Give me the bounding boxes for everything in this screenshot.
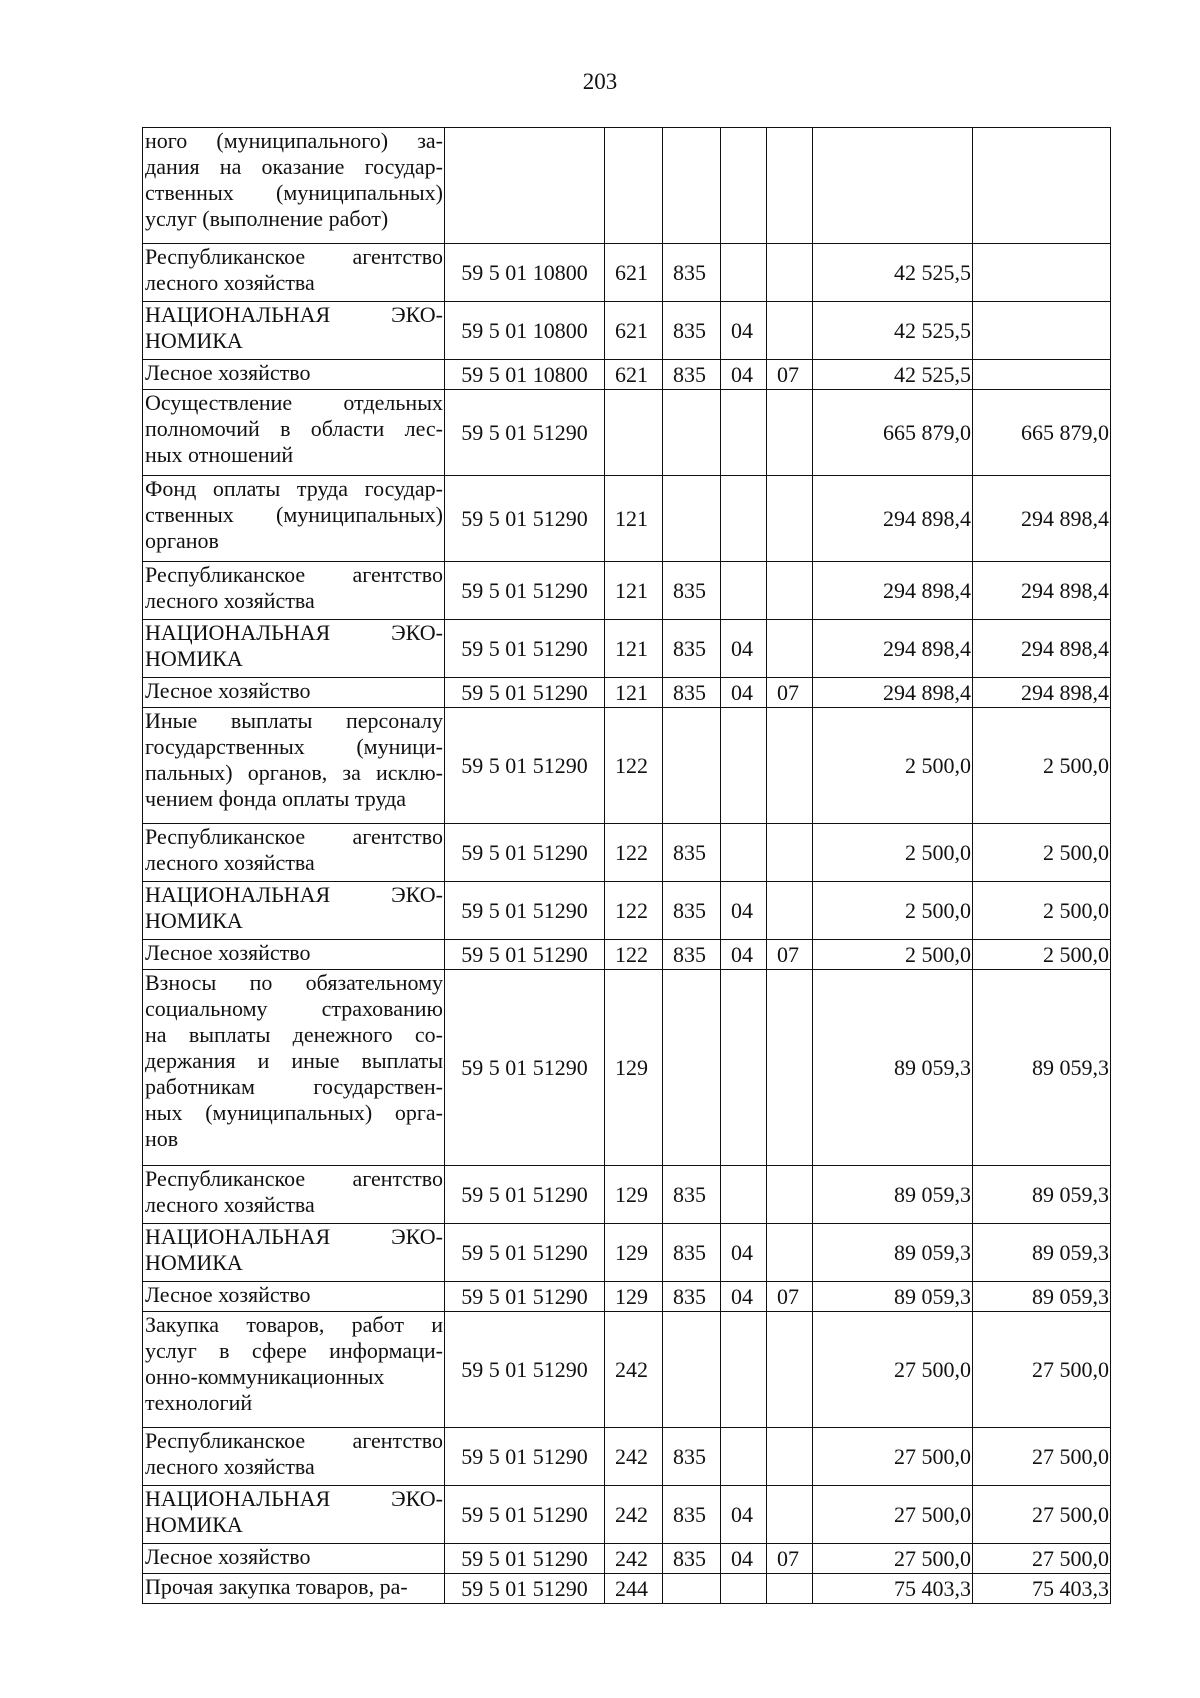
row-name-line: Лесное хозяйство [145, 678, 311, 703]
table-row [143, 476, 1111, 562]
table-row [143, 1312, 1111, 1428]
expense-type-cell: 121 [605, 562, 663, 620]
subsection-cell [767, 302, 813, 360]
sum-cell: 2 500,0 [813, 882, 973, 940]
sum-cell: 75 403,3 [813, 1574, 973, 1604]
row-name-line: Иные выплаты персоналу [145, 708, 443, 733]
row-name-line: лесного хозяйства [145, 588, 315, 613]
subvention-sum-cell: 665 879,0 [973, 390, 1111, 476]
target-code-cell: 59 5 01 51290 [445, 390, 605, 476]
ministry-code-cell: 835 [663, 1224, 721, 1282]
section-cell [721, 708, 767, 824]
subsection-cell [767, 1166, 813, 1224]
table-row [143, 970, 1111, 1166]
table-row [143, 1574, 1111, 1604]
row-name-line: Лесное хозяйство [145, 1544, 311, 1569]
row-name-line: НАЦИОНАЛЬНАЯ ЭКО- [145, 1486, 443, 1511]
ministry-code-cell [663, 390, 721, 476]
sum-cell: 2 500,0 [813, 708, 973, 824]
ministry-code-cell: 835 [663, 562, 721, 620]
row-name-line: НОМИКА [145, 328, 243, 353]
sum-cell: 27 500,0 [813, 1312, 973, 1428]
target-code-cell: 59 5 01 10800 [445, 302, 605, 360]
subsection-cell [767, 1224, 813, 1282]
row-name-line: чением фонда оплаты труда [145, 786, 407, 811]
ministry-code-cell: 835 [663, 302, 721, 360]
section-cell: 04 [721, 940, 767, 970]
subvention-sum-cell: 89 059,3 [973, 1282, 1111, 1312]
subsection-cell [767, 1428, 813, 1486]
section-cell [721, 970, 767, 1166]
table-row [143, 128, 1111, 244]
target-code-cell: 59 5 01 51290 [445, 1486, 605, 1544]
table-row [143, 620, 1111, 678]
sum-cell: 89 059,3 [813, 1166, 973, 1224]
target-code-cell: 59 5 01 51290 [445, 708, 605, 824]
row-name-cell [143, 678, 445, 708]
sum-cell: 42 525,5 [813, 302, 973, 360]
target-code-cell: 59 5 01 51290 [445, 1574, 605, 1604]
target-code-cell: 59 5 01 10800 [445, 360, 605, 390]
row-name-line: НАЦИОНАЛЬНАЯ ЭКО- [145, 1224, 443, 1249]
row-name-line: Республиканское агентство [145, 1166, 443, 1191]
row-name-line: ственных (муниципальных) [145, 180, 443, 205]
ministry-code-cell [663, 476, 721, 562]
subvention-sum-cell [973, 302, 1111, 360]
row-name-line: Прочая закупка товаров, ра- [145, 1574, 408, 1599]
row-name-cell [143, 1544, 445, 1574]
row-name-line: НОМИКА [145, 1512, 243, 1537]
target-code-cell: 59 5 01 51290 [445, 476, 605, 562]
sum-cell: 42 525,5 [813, 360, 973, 390]
row-name-line: НАЦИОНАЛЬНАЯ ЭКО- [145, 882, 443, 907]
section-cell [721, 1428, 767, 1486]
subsection-cell [767, 562, 813, 620]
row-name-line: держания и иные выплаты [145, 1048, 443, 1073]
subvention-sum-cell: 294 898,4 [973, 476, 1111, 562]
subsection-cell [767, 476, 813, 562]
row-name-line: услуг (выполнение работ) [145, 206, 389, 231]
subvention-sum-cell: 294 898,4 [973, 678, 1111, 708]
budget-table [142, 127, 1111, 1604]
table-row [143, 244, 1111, 302]
section-cell: 04 [721, 302, 767, 360]
row-name-cell [143, 128, 445, 244]
target-code-cell: 59 5 01 51290 [445, 1312, 605, 1428]
ministry-code-cell: 835 [663, 678, 721, 708]
subvention-sum-cell [973, 244, 1111, 302]
section-cell: 04 [721, 1544, 767, 1574]
expense-type-cell: 122 [605, 940, 663, 970]
page-number: 203 [582, 69, 618, 94]
sum-cell: 89 059,3 [813, 1224, 973, 1282]
subvention-sum-cell [973, 360, 1111, 390]
expense-type-cell: 122 [605, 882, 663, 940]
table-row [143, 940, 1111, 970]
row-name-cell [143, 970, 445, 1166]
section-cell [721, 1166, 767, 1224]
subvention-sum-cell: 89 059,3 [973, 970, 1111, 1166]
row-name-line: органов [145, 528, 219, 553]
subvention-sum-cell: 75 403,3 [973, 1574, 1111, 1604]
table-row [143, 678, 1111, 708]
subsection-cell [767, 1312, 813, 1428]
subvention-sum-cell [973, 128, 1111, 244]
sum-cell [813, 128, 973, 244]
section-cell: 04 [721, 1224, 767, 1282]
subvention-sum-cell: 294 898,4 [973, 562, 1111, 620]
ministry-code-cell: 835 [663, 1166, 721, 1224]
ministry-code-cell: 835 [663, 824, 721, 882]
row-name-line: ных (муниципальных) орга- [145, 1100, 443, 1125]
subsection-cell [767, 1574, 813, 1604]
row-name-cell [143, 708, 445, 824]
ministry-code-cell: 835 [663, 1544, 721, 1574]
target-code-cell: 59 5 01 51290 [445, 1282, 605, 1312]
subsection-cell [767, 128, 813, 244]
section-cell [721, 476, 767, 562]
subsection-cell: 07 [767, 678, 813, 708]
ministry-code-cell [663, 1312, 721, 1428]
section-cell: 04 [721, 1486, 767, 1544]
target-code-cell: 59 5 01 51290 [445, 1428, 605, 1486]
row-name-line: онно-коммуникационных [145, 1364, 385, 1389]
ministry-code-cell: 835 [663, 1282, 721, 1312]
expense-type-cell: 129 [605, 1282, 663, 1312]
sum-cell: 89 059,3 [813, 970, 973, 1166]
subvention-sum-cell: 27 500,0 [973, 1312, 1111, 1428]
sum-cell: 2 500,0 [813, 940, 973, 970]
row-name-line: лесного хозяйства [145, 1454, 315, 1479]
section-cell [721, 1312, 767, 1428]
subsection-cell [767, 882, 813, 940]
expense-type-cell: 129 [605, 970, 663, 1166]
expense-type-cell: 242 [605, 1312, 663, 1428]
expense-type-cell: 129 [605, 1224, 663, 1282]
target-code-cell: 59 5 01 51290 [445, 562, 605, 620]
sum-cell: 2 500,0 [813, 824, 973, 882]
expense-type-cell: 121 [605, 620, 663, 678]
expense-type-cell: 244 [605, 1574, 663, 1604]
ministry-code-cell [663, 708, 721, 824]
row-name-line: нов [145, 1126, 179, 1151]
row-name-line: Взносы по обязательному [145, 970, 443, 995]
subvention-sum-cell: 27 500,0 [973, 1428, 1111, 1486]
expense-type-cell: 129 [605, 1166, 663, 1224]
row-name-line: Лесное хозяйство [145, 1282, 311, 1307]
section-cell [721, 1574, 767, 1604]
target-code-cell: 59 5 01 51290 [445, 1224, 605, 1282]
expense-type-cell: 121 [605, 476, 663, 562]
ministry-code-cell [663, 1574, 721, 1604]
sum-cell: 27 500,0 [813, 1544, 973, 1574]
ministry-code-cell [663, 970, 721, 1166]
row-name-line: НАЦИОНАЛЬНАЯ ЭКО- [145, 302, 443, 327]
sum-cell: 294 898,4 [813, 476, 973, 562]
row-name-cell [143, 620, 445, 678]
section-cell: 04 [721, 360, 767, 390]
row-name-line: Закупка товаров, работ и [145, 1312, 443, 1337]
target-code-cell: 59 5 01 51290 [445, 970, 605, 1166]
expense-type-cell: 621 [605, 302, 663, 360]
sum-cell: 27 500,0 [813, 1486, 973, 1544]
sum-cell: 294 898,4 [813, 678, 973, 708]
sum-cell: 665 879,0 [813, 390, 973, 476]
row-name-line: ственных (муниципальных) [145, 502, 443, 527]
row-name-cell [143, 390, 445, 476]
target-code-cell: 59 5 01 51290 [445, 1544, 605, 1574]
row-name-line: Лесное хозяйство [145, 360, 311, 385]
subvention-sum-cell: 27 500,0 [973, 1486, 1111, 1544]
row-name-cell [143, 1574, 445, 1604]
target-code-cell: 59 5 01 51290 [445, 1166, 605, 1224]
row-name-line: Республиканское агентство [145, 824, 443, 849]
subsection-cell [767, 970, 813, 1166]
row-name-line: НОМИКА [145, 1250, 243, 1275]
target-code-cell: 59 5 01 51290 [445, 620, 605, 678]
row-name-line: государственных (муници- [145, 734, 443, 759]
ministry-code-cell: 835 [663, 360, 721, 390]
sum-cell: 27 500,0 [813, 1428, 973, 1486]
ministry-code-cell: 835 [663, 940, 721, 970]
section-cell: 04 [721, 882, 767, 940]
row-name-cell [143, 882, 445, 940]
row-name-line: Республиканское агентство [145, 1428, 443, 1453]
ministry-code-cell: 835 [663, 882, 721, 940]
section-cell: 04 [721, 620, 767, 678]
row-name-line: НОМИКА [145, 646, 243, 671]
section-cell [721, 562, 767, 620]
table-row [143, 708, 1111, 824]
row-name-cell [143, 302, 445, 360]
ministry-code-cell [663, 128, 721, 244]
table-row [143, 1544, 1111, 1574]
section-cell [721, 824, 767, 882]
expense-type-cell: 242 [605, 1486, 663, 1544]
subsection-cell [767, 1486, 813, 1544]
section-cell [721, 244, 767, 302]
table-row [143, 824, 1111, 882]
row-name-line: НАЦИОНАЛЬНАЯ ЭКО- [145, 620, 443, 645]
target-code-cell: 59 5 01 10800 [445, 244, 605, 302]
row-name-line: Фонд оплаты труда государ- [145, 476, 443, 501]
row-name-line: пальных) органов, за исклю- [145, 760, 443, 785]
row-name-line: ных отношений [145, 442, 294, 467]
expense-type-cell: 621 [605, 244, 663, 302]
target-code-cell: 59 5 01 51290 [445, 940, 605, 970]
subsection-cell: 07 [767, 360, 813, 390]
subvention-sum-cell: 294 898,4 [973, 620, 1111, 678]
subvention-sum-cell: 2 500,0 [973, 882, 1111, 940]
row-name-cell [143, 1486, 445, 1544]
section-cell: 04 [721, 1282, 767, 1312]
subvention-sum-cell: 89 059,3 [973, 1224, 1111, 1282]
expense-type-cell: 122 [605, 824, 663, 882]
row-name-cell [143, 244, 445, 302]
section-cell: 04 [721, 678, 767, 708]
subvention-sum-cell: 2 500,0 [973, 708, 1111, 824]
table-row [143, 1166, 1111, 1224]
row-name-cell [143, 940, 445, 970]
row-name-cell [143, 476, 445, 562]
ministry-code-cell: 835 [663, 1486, 721, 1544]
row-name-cell [143, 1282, 445, 1312]
table-row [143, 1282, 1111, 1312]
subsection-cell [767, 244, 813, 302]
target-code-cell [445, 128, 605, 244]
sum-cell: 294 898,4 [813, 620, 973, 678]
row-name-cell [143, 1224, 445, 1282]
row-name-line: Республиканское агентство [145, 562, 443, 587]
row-name-line: ного (муниципального) за- [145, 128, 443, 153]
table-row [143, 302, 1111, 360]
row-name-line: технологий [145, 1390, 253, 1415]
subsection-cell: 07 [767, 1544, 813, 1574]
subvention-sum-cell: 2 500,0 [973, 940, 1111, 970]
target-code-cell: 59 5 01 51290 [445, 882, 605, 940]
row-name-line: лесного хозяйства [145, 270, 315, 295]
table-row [143, 562, 1111, 620]
table-row [143, 390, 1111, 476]
row-name-line: Республиканское агентство [145, 244, 443, 269]
target-code-cell: 59 5 01 51290 [445, 824, 605, 882]
sum-cell: 89 059,3 [813, 1282, 973, 1312]
table-row [143, 1428, 1111, 1486]
table-row [143, 1486, 1111, 1544]
subvention-sum-cell: 2 500,0 [973, 824, 1111, 882]
row-name-line: дания на оказание государ- [145, 154, 443, 179]
row-name-cell [143, 562, 445, 620]
subsection-cell [767, 824, 813, 882]
expense-type-cell: 621 [605, 360, 663, 390]
subsection-cell: 07 [767, 940, 813, 970]
expense-type-cell: 121 [605, 678, 663, 708]
row-name-line: работникам государствен- [145, 1074, 443, 1099]
sum-cell: 294 898,4 [813, 562, 973, 620]
row-name-cell [143, 824, 445, 882]
section-cell [721, 128, 767, 244]
row-name-line: Лесное хозяйство [145, 940, 311, 965]
expense-type-cell: 122 [605, 708, 663, 824]
table-row [143, 1224, 1111, 1282]
row-name-line: на выплаты денежного со- [145, 1022, 443, 1047]
row-name-cell [143, 360, 445, 390]
expense-type-cell: 242 [605, 1428, 663, 1486]
expense-type-cell: 242 [605, 1544, 663, 1574]
row-name-cell [143, 1312, 445, 1428]
row-name-line: Осуществление отдельных [145, 390, 443, 415]
section-cell [721, 390, 767, 476]
row-name-cell [143, 1428, 445, 1486]
row-name-cell [143, 1166, 445, 1224]
target-code-cell: 59 5 01 51290 [445, 678, 605, 708]
subsection-cell [767, 708, 813, 824]
table-row [143, 882, 1111, 940]
table-row [143, 360, 1111, 390]
expense-type-cell [605, 128, 663, 244]
row-name-line: лесного хозяйства [145, 1192, 315, 1217]
sum-cell: 42 525,5 [813, 244, 973, 302]
table-body [143, 128, 1111, 1604]
row-name-line: услуг в сфере информаци- [145, 1338, 443, 1363]
subsection-cell: 07 [767, 1282, 813, 1312]
row-name-line: НОМИКА [145, 908, 243, 933]
ministry-code-cell: 835 [663, 620, 721, 678]
row-name-line: полномочий в области лес- [145, 416, 443, 441]
ministry-code-cell: 835 [663, 244, 721, 302]
expense-type-cell [605, 390, 663, 476]
subsection-cell [767, 620, 813, 678]
row-name-line: социальному страхованию [145, 996, 443, 1021]
subvention-sum-cell: 89 059,3 [973, 1166, 1111, 1224]
row-name-line: лесного хозяйства [145, 850, 315, 875]
ministry-code-cell: 835 [663, 1428, 721, 1486]
subsection-cell [767, 390, 813, 476]
subvention-sum-cell: 27 500,0 [973, 1544, 1111, 1574]
